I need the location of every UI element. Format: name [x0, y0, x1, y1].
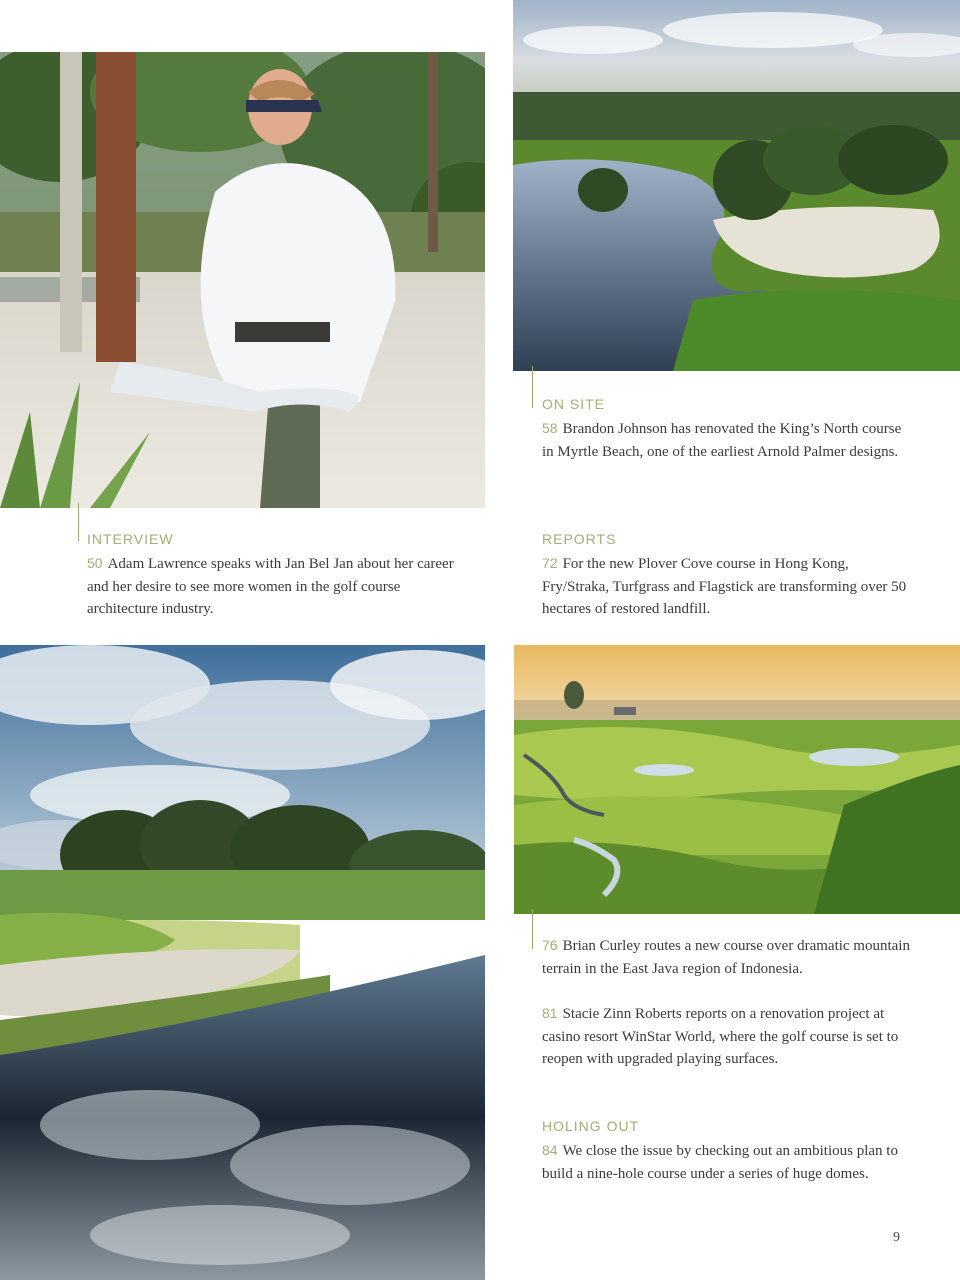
holing-out-section	[542, 1118, 912, 1185]
section-kicker: HOLING OUT	[542, 1118, 640, 1134]
section-kicker: ON SITE	[542, 396, 606, 412]
on-site-accent-rule	[532, 366, 533, 408]
interview-section	[87, 531, 457, 621]
reports-section	[542, 531, 912, 621]
section-summary	[542, 417, 912, 463]
page-ref: 58	[542, 420, 558, 436]
section-kicker: INTERVIEW	[87, 531, 174, 547]
page-ref: 81	[542, 1005, 558, 1021]
section-summary	[542, 934, 912, 980]
on-site-section	[542, 396, 912, 463]
summary-text: Brandon Johnson has renovated the King’s North course in Myrtle Beach, one of the earliest Arnold Palmer designs.	[542, 421, 902, 460]
lakeside-course-photo	[0, 645, 485, 1280]
java-accent-rule	[532, 909, 533, 949]
page-ref: 72	[542, 555, 558, 571]
summary-text: Brian Curley routes a new course over dramatic mountain terrain in the East Java region of Indonesia.	[542, 938, 910, 977]
summary-text: For the new Plover Cove course in Hong Kong, Fry/Straka, Turfgrass and Flagstick are transforming over 50 hectares of restored landfill.	[542, 556, 907, 618]
page-ref: 76	[542, 937, 558, 953]
section-summary	[87, 552, 457, 621]
section-summary	[542, 1139, 912, 1185]
interview-accent-rule	[78, 503, 79, 541]
east-java-course-photo	[514, 645, 960, 914]
page-ref: 84	[542, 1142, 558, 1158]
page-number: 9	[893, 1230, 900, 1245]
winstar-section	[542, 1002, 912, 1071]
page-ref: 50	[87, 555, 103, 571]
interview-photo	[0, 52, 485, 508]
summary-text: Adam Lawrence speaks with Jan Bel Jan about her career and her desire to see more women in the golf course architecture industry.	[87, 556, 454, 618]
section-kicker: REPORTS	[542, 531, 617, 547]
kings-north-aerial-photo	[513, 0, 960, 371]
section-summary	[542, 552, 912, 621]
summary-text: We close the issue by checking out an ambitious plan to build a nine-hole course under a series of huge domes.	[542, 1143, 898, 1182]
java-section	[542, 934, 912, 980]
section-summary	[542, 1002, 912, 1071]
summary-text: Stacie Zinn Roberts reports on a renovation project at casino resort WinStar World, where the golf course is set to reopen with upgraded playing surfaces.	[542, 1006, 899, 1068]
